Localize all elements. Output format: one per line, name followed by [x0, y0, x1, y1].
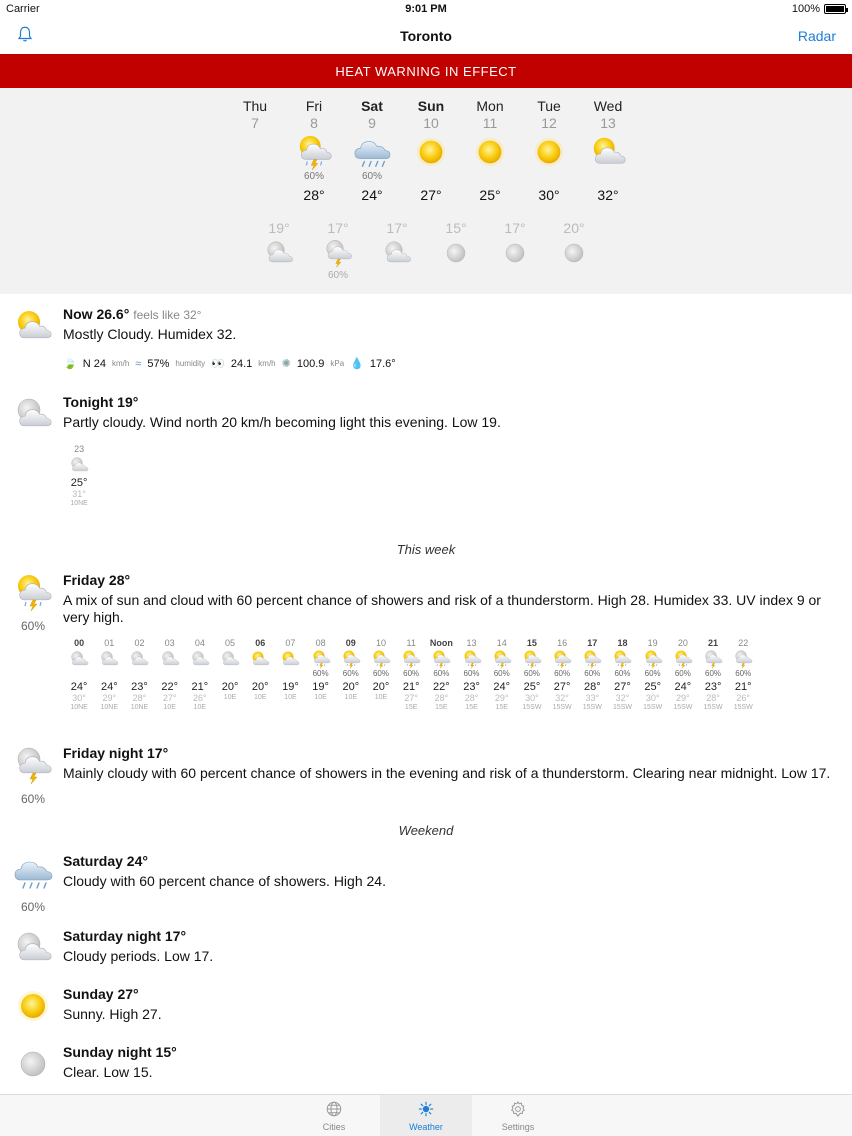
night-low: 17° [386, 220, 408, 236]
visibility-value: 24.1 [230, 357, 253, 370]
day-name: Fri [305, 98, 323, 114]
friday-pop: 60% [20, 619, 46, 633]
hour-cell [396, 638, 426, 711]
hour-temp: 24° [493, 681, 511, 693]
hour-pop [275, 669, 305, 679]
hour-humidex: 30° [645, 693, 660, 703]
hour-temp: 20° [342, 681, 360, 693]
hour-cell [64, 444, 94, 507]
hour-wind: 10E [163, 704, 176, 711]
feels-like: feels like 32° [133, 308, 202, 322]
hour-pop [64, 669, 94, 679]
thunder-sun-icon [547, 649, 577, 669]
friday-night-text: Mainly cloudy with 60 percent chance of showers in the evening and risk of a thunderstorm. Clearing near midnight. Low 17. [63, 765, 831, 781]
hour-cell [155, 638, 185, 711]
globe-icon [325, 1100, 343, 1120]
hour-cell [124, 638, 154, 711]
hour-humidex: 30° [525, 693, 539, 703]
hour-wind: 10E [284, 694, 297, 701]
rain-cloud-icon [352, 133, 392, 171]
cloudy-night-icon [124, 649, 154, 669]
clock: 9:01 PM [405, 3, 447, 15]
hour-humidex: 32° [615, 693, 630, 703]
thunder-sun-icon [396, 649, 426, 669]
hour-cell [245, 638, 275, 711]
hour-time: 06 [255, 638, 266, 648]
night-column[interactable] [249, 220, 309, 270]
cloudy-night-icon [64, 649, 94, 669]
hour-wind: 10NE [70, 704, 88, 711]
day-high: 28° [303, 187, 325, 203]
hour-temp: 20° [221, 681, 239, 693]
hour-time: 14 [496, 638, 507, 648]
hour-cell [698, 638, 728, 711]
thunder-night-icon [728, 649, 758, 669]
hour-pop [245, 669, 275, 679]
hour-time: 15 [526, 638, 537, 648]
humidity-value: 57% [147, 357, 170, 370]
day-name: Sat [361, 98, 383, 114]
day-name: Sun [417, 98, 445, 114]
hour-cell [306, 638, 336, 711]
hour-cell [577, 638, 607, 711]
hour-wind: 10NE [100, 704, 119, 711]
cloudy-night-icon [12, 394, 54, 439]
day-high: 24° [361, 187, 383, 203]
bell-icon[interactable] [16, 25, 34, 48]
status-bar [0, 0, 852, 18]
night-column[interactable] [367, 220, 427, 270]
hour-humidex: 30° [72, 693, 86, 703]
sun-icon [12, 986, 54, 1031]
hour-pop: 60% [463, 669, 480, 678]
dewpoint-value: 17.6° [369, 357, 396, 370]
hour-pop: 60% [493, 669, 510, 678]
hour-wind: 10NE [70, 500, 88, 507]
sunday-forecast[interactable] [0, 986, 852, 1023]
hour-time: 04 [194, 638, 205, 648]
day-date: 10 [423, 115, 439, 131]
wind-value: N 24 [82, 357, 106, 370]
hour-wind: 15SW [522, 704, 542, 711]
hour-temp: 24° [100, 681, 118, 693]
hour-pop: 60% [584, 669, 601, 678]
tab-bar [0, 1094, 852, 1136]
hour-wind: 15E [404, 704, 418, 711]
hour-temp: 23° [131, 681, 148, 693]
sun-icon [411, 133, 451, 171]
moon-icon [436, 236, 476, 270]
day-name: Tue [537, 98, 561, 114]
hour-time: 18 [617, 638, 628, 648]
hour-time: 22 [738, 638, 749, 648]
day-high: 30° [538, 187, 560, 203]
hour-pop [94, 669, 124, 679]
day-high: 25° [479, 187, 501, 203]
hour-wind: 15E [435, 704, 448, 711]
thunder-sun-icon [13, 599, 53, 616]
hour-humidex: 27° [404, 693, 418, 703]
night-column[interactable] [308, 220, 368, 281]
hour-time: 05 [225, 638, 236, 648]
cloudy-night-icon [64, 455, 94, 475]
thunder-sun-icon [577, 649, 607, 669]
hour-pop: 60% [523, 669, 540, 678]
day-high: 27° [420, 187, 442, 203]
hour-temp: 22° [433, 681, 450, 693]
hour-temp: 21° [191, 681, 209, 693]
friday-night-forecast[interactable] [0, 745, 852, 806]
day-high: 32° [597, 187, 619, 203]
hour-pop: 60% [433, 669, 450, 678]
humidity-unit: humidity [175, 359, 206, 368]
radar-button[interactable]: Radar [797, 28, 836, 44]
hour-pop: 60% [614, 669, 631, 678]
hour-cell [215, 638, 245, 711]
hour-wind: 10E [374, 694, 388, 701]
nav-bar [0, 18, 852, 54]
current-conditions[interactable] [0, 306, 852, 343]
hour-temp: 20° [372, 681, 390, 693]
day-date: 11 [482, 115, 498, 131]
pressure-icon: ✺ [281, 358, 291, 370]
night-column[interactable] [485, 220, 545, 270]
leaf-icon: 🍃 [63, 358, 77, 370]
day-column[interactable] [578, 98, 638, 203]
hour-pop: 60% [554, 669, 571, 678]
hour-time: 21 [708, 638, 719, 648]
day-pop [401, 171, 461, 183]
friday-title: Friday 28° [63, 572, 131, 588]
night-low: 19° [268, 220, 290, 236]
hour-pop [155, 669, 185, 679]
hour-time: 16 [557, 638, 568, 648]
heat-warning-banner[interactable]: HEAT WARNING IN EFFECT [0, 54, 852, 88]
blank-icon [235, 133, 275, 171]
tab-weather[interactable] [380, 1095, 472, 1136]
cloudy-night-icon [215, 649, 245, 669]
hour-cell [275, 638, 305, 711]
page-title: Toronto [400, 28, 452, 44]
hour-humidex: 28° [706, 693, 720, 703]
hour-wind: 15SW [582, 704, 602, 711]
rain-cloud-icon [13, 880, 53, 897]
partly-sunny-icon [275, 649, 305, 669]
hour-cell [336, 638, 366, 711]
day-date: 12 [541, 115, 557, 131]
pressure-value: 100.9 [296, 357, 325, 370]
hour-humidex: 29° [494, 693, 509, 703]
day-column[interactable] [225, 98, 285, 187]
hour-wind: 15SW [703, 704, 723, 711]
night-low: 17° [504, 220, 526, 236]
hour-time: 03 [164, 638, 175, 648]
sunday-night-title: Sunday night 15° [63, 1044, 177, 1060]
day-column[interactable] [401, 98, 461, 203]
day-pop: 60% [303, 171, 324, 182]
thunder-sun-icon [306, 649, 336, 669]
day-column[interactable] [284, 98, 344, 203]
hour-wind: 10E [193, 704, 207, 711]
thunder-sun-icon [456, 649, 486, 669]
hour-cell [64, 638, 94, 711]
hour-time: 09 [345, 638, 356, 648]
section-this-week: This week [396, 542, 456, 557]
hour-temp: 25° [523, 681, 541, 693]
hour-humidex: 29° [102, 693, 117, 703]
day-date: 13 [600, 115, 616, 131]
section-weekend: Weekend [398, 823, 454, 838]
sunday-night-forecast[interactable] [0, 1044, 852, 1081]
hour-cell [426, 638, 456, 711]
night-column[interactable] [544, 220, 604, 270]
now-title: Now 26.6° [63, 306, 130, 322]
hour-time: 02 [134, 638, 145, 648]
battery-icon [824, 4, 846, 14]
hour-temp: 28° [583, 681, 601, 693]
hour-time: Noon [429, 638, 453, 648]
tab-settings[interactable] [472, 1095, 564, 1136]
tonight-forecast[interactable] [0, 394, 852, 431]
hour-pop: 60% [312, 669, 329, 678]
visibility-unit: km/h [258, 359, 276, 368]
hour-time: 07 [285, 638, 296, 648]
friday-night-title: Friday night 17° [63, 745, 169, 761]
hour-cell [547, 638, 577, 711]
tab-cities[interactable] [288, 1095, 380, 1136]
hour-pop [215, 669, 245, 679]
hour-temp: 20° [251, 681, 269, 693]
hour-wind: 15SW [552, 704, 572, 711]
hour-cell [366, 638, 396, 711]
hour-cell [94, 638, 124, 711]
hour-time: 10 [375, 638, 386, 648]
hour-wind: 10E [253, 694, 267, 701]
hour-temp: 23° [704, 681, 722, 693]
thunder-sun-icon [607, 649, 637, 669]
gear-icon [509, 1100, 527, 1120]
hour-temp: 22° [161, 681, 178, 693]
friday-hourly [64, 638, 758, 711]
hour-time: 17 [587, 638, 598, 648]
saturday-pop: 60% [20, 900, 46, 914]
hour-temp: 21° [402, 681, 420, 693]
hour-cell [607, 638, 637, 711]
saturday-title: Saturday 24° [63, 853, 148, 869]
hour-wind: 15E [465, 704, 478, 711]
thunder-night-icon [13, 772, 53, 789]
hour-pop [124, 669, 154, 679]
thunder-night-icon [698, 649, 728, 669]
hour-pop: 60% [674, 669, 691, 678]
hour-temp: 19° [282, 681, 299, 693]
thunder-sun-icon [366, 649, 396, 669]
hour-time: 00 [74, 638, 85, 648]
hour-humidex: 28° [434, 693, 449, 703]
day-pop [460, 171, 520, 183]
day-column[interactable] [519, 98, 579, 203]
sun-icon [470, 133, 510, 171]
hour-cell [638, 638, 668, 711]
cloudy-night-icon [185, 649, 215, 669]
night-pop: 60% [327, 270, 348, 281]
hour-pop [185, 669, 215, 679]
hour-wind: 10E [223, 694, 237, 701]
thunder-sun-icon [426, 649, 456, 669]
thunder-sun-icon [668, 649, 698, 669]
hour-temp: 24° [70, 681, 88, 693]
saturday-night-text: Cloudy periods. Low 17. [63, 948, 214, 964]
hour-time: 08 [315, 638, 326, 648]
day-date: 9 [368, 115, 376, 131]
sunday-title: Sunday 27° [63, 986, 139, 1002]
cloudy-night-icon [12, 928, 54, 973]
hour-temp: 25° [70, 477, 88, 489]
day-pop [225, 171, 285, 183]
pressure-unit: kPa [330, 359, 345, 368]
carrier-label: Carrier [6, 3, 40, 15]
hour-wind: 15SW [612, 704, 632, 711]
conditions-row [63, 357, 396, 370]
hour-pop: 60% [735, 669, 752, 678]
hour-pop: 60% [705, 669, 722, 678]
sunday-text: Sunny. High 27. [63, 1006, 162, 1022]
day-pop [519, 171, 579, 183]
hour-pop: 60% [644, 669, 661, 678]
hour-time: 11 [406, 638, 416, 648]
hour-time: 23 [74, 444, 85, 454]
cloudy-night-icon [377, 236, 417, 270]
hour-humidex: 31° [72, 489, 86, 499]
hour-time: 19 [647, 638, 658, 648]
hour-pop: 60% [342, 669, 359, 678]
thunder-sun-icon [517, 649, 547, 669]
hour-temp: 21° [734, 681, 752, 693]
hour-cell [668, 638, 698, 711]
hour-temp: 24° [674, 681, 692, 693]
saturday-forecast[interactable] [0, 853, 852, 914]
day-name: Mon [476, 98, 504, 114]
hour-humidex: 28° [132, 693, 147, 703]
friday-forecast[interactable] [0, 572, 852, 633]
dewpoint-icon: 💧 [350, 358, 364, 370]
hour-cell [517, 638, 547, 711]
hour-humidex: 28° [464, 693, 479, 703]
thunder-sun-icon [487, 649, 517, 669]
hour-wind: 10E [344, 694, 358, 701]
thunder-night-icon [318, 236, 358, 270]
friday-text: A mix of sun and cloud with 60 percent chance of showers and risk of a thunderstorm. High 28. Humidex 33. UV index 9 or very high. [63, 592, 821, 625]
night-column[interactable] [426, 220, 486, 270]
daily-forecast-strip [0, 88, 852, 294]
day-column[interactable] [460, 98, 520, 203]
tab-settings-label: Settings [501, 1121, 535, 1132]
hour-humidex: 32° [555, 693, 569, 703]
thunder-sun-icon [638, 649, 668, 669]
saturday-text: Cloudy with 60 percent chance of showers. High 24. [63, 873, 386, 889]
hour-wind: 15SW [733, 704, 753, 711]
hour-wind: 10E [314, 694, 327, 701]
hour-temp: 19° [312, 681, 329, 693]
humidity-icon: ≈ [135, 357, 142, 370]
battery-percent: 100% [791, 3, 820, 15]
cloudy-night-icon [94, 649, 124, 669]
night-low: 17° [327, 220, 349, 236]
hour-cell [456, 638, 486, 711]
hour-humidex: 27° [162, 693, 177, 703]
partly-sunny-icon [588, 133, 628, 171]
tab-cities-label: Cities [322, 1121, 346, 1132]
hour-time: 13 [466, 638, 477, 648]
day-name: Wed [593, 98, 623, 114]
night-low: 20° [563, 220, 585, 236]
hour-cell [185, 638, 215, 711]
friday-night-pop: 60% [20, 792, 46, 806]
day-name: Thu [242, 98, 268, 114]
tonight-hourly [64, 444, 94, 507]
day-date: 8 [310, 115, 318, 131]
hour-wind: 15E [495, 704, 508, 711]
hour-time: 01 [104, 638, 115, 648]
day-column[interactable] [342, 98, 402, 203]
day-pop [578, 171, 638, 183]
hour-wind: 15SW [673, 704, 693, 711]
day-pop: 60% [361, 171, 382, 182]
hour-temp: 23° [463, 681, 480, 693]
eyes-icon: 👀 [211, 358, 225, 370]
hour-humidex: 33° [585, 693, 600, 703]
mostly-cloudy-icon [12, 306, 54, 351]
hour-temp: 25° [644, 681, 661, 693]
moon-icon [554, 236, 594, 270]
cloudy-night-icon [155, 649, 185, 669]
sunday-night-text: Clear. Low 15. [63, 1064, 153, 1080]
hour-humidex: 29° [676, 693, 690, 703]
saturday-night-title: Saturday night 17° [63, 928, 187, 944]
partly-sunny-icon [245, 649, 275, 669]
hour-humidex: 26° [736, 693, 751, 703]
day-date: 7 [251, 115, 259, 131]
sun-icon [529, 133, 569, 171]
thunder-sun-icon [336, 649, 366, 669]
night-low: 15° [445, 220, 467, 236]
now-text: Mostly Cloudy. Humidex 32. [63, 326, 237, 342]
tonight-title: Tonight 19° [63, 394, 139, 410]
hour-pop: 60% [372, 669, 389, 678]
hour-time: 20 [677, 638, 688, 648]
hour-temp: 27° [553, 681, 571, 693]
hour-cell [728, 638, 758, 711]
hour-pop: 60% [403, 669, 420, 678]
hour-wind: 15SW [643, 704, 663, 711]
hour-humidex: 26° [193, 693, 207, 703]
thunder-sun-icon [294, 133, 334, 171]
saturday-night-forecast[interactable] [0, 928, 852, 965]
hour-wind: 10NE [130, 704, 149, 711]
hour-temp: 27° [614, 681, 631, 693]
hour-cell [487, 638, 517, 711]
moon-icon [495, 236, 535, 270]
cloudy-night-icon [259, 236, 299, 270]
tab-weather-label: Weather [409, 1121, 443, 1132]
wind-unit: km/h [111, 359, 130, 368]
tonight-text: Partly cloudy. Wind north 20 km/h becoming light this evening. Low 19. [63, 414, 501, 430]
sun-tab-icon [417, 1100, 435, 1120]
moon-icon [12, 1044, 54, 1089]
